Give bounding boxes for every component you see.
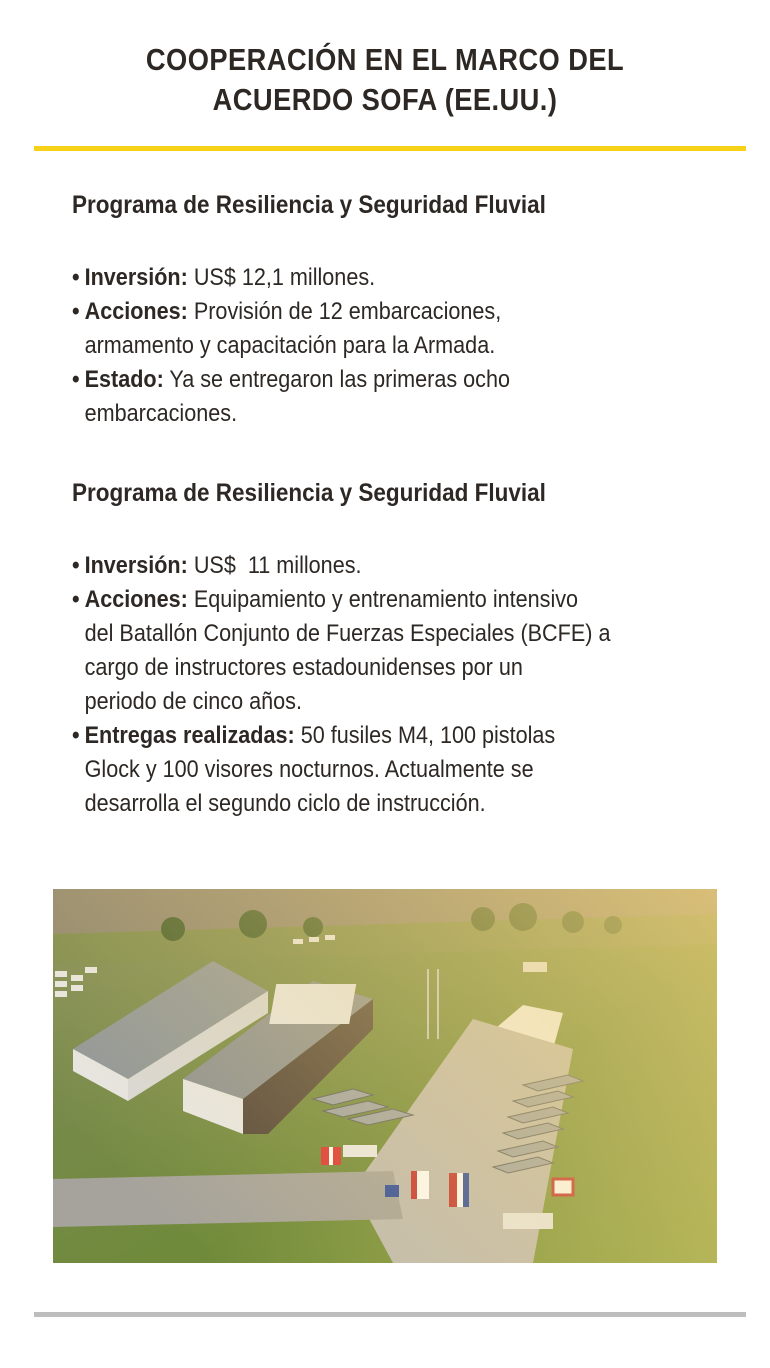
section-heading: Programa de Resiliencia y Seguridad Fluvial xyxy=(72,191,546,219)
bullet-dot-icon: • xyxy=(72,586,80,613)
bullet-label: Acciones: xyxy=(84,586,188,613)
bullet-dot-icon: • xyxy=(72,264,80,291)
page-title xyxy=(46,40,724,120)
aerial-photo-illustration xyxy=(53,889,717,1263)
bullet-text: Equipamiento y entrenamiento intensivo xyxy=(193,586,579,613)
title-line-1: COOPERACIÓN EN EL MARCO DEL xyxy=(145,42,625,77)
bullet-text: Glock y 100 visores nocturnos. Actualmente se xyxy=(84,756,534,783)
bullet-item-inversion xyxy=(72,549,706,583)
bullet-label: Estado: xyxy=(84,366,164,393)
bullet-list xyxy=(72,549,712,821)
title-divider xyxy=(34,146,746,151)
bullet-text: cargo de instructores estadounidenses por un xyxy=(84,654,523,681)
bullet-label: Inversión: xyxy=(84,264,188,291)
bullet-text: embarcaciones. xyxy=(84,400,238,427)
title-line-2: ACUERDO SOFA (EE.UU.) xyxy=(212,82,558,117)
aerial-photo xyxy=(53,889,717,1263)
bullet-dot-icon: • xyxy=(72,366,80,393)
bullet-text: Ya se entregaron las primeras ocho xyxy=(169,366,511,393)
bullet-label: Acciones: xyxy=(84,298,188,325)
bullet-text: US$ 12,1 millones. xyxy=(193,264,376,291)
section-heading: Programa de Resiliencia y Seguridad Fluvial xyxy=(72,479,546,507)
bullet-dot-icon: • xyxy=(72,298,80,325)
bullet-dot-icon: • xyxy=(72,722,80,749)
bullet-list xyxy=(72,261,712,431)
footer-divider xyxy=(34,1312,746,1317)
bullet-item-inversion xyxy=(72,261,706,295)
bullet-text: Provisión de 12 embarcaciones, xyxy=(193,298,502,325)
bullet-text: del Batallón Conjunto de Fuerzas Especiales (BCFE) a xyxy=(84,620,611,647)
bullet-item-acciones xyxy=(72,583,706,719)
bullet-text: 50 fusiles M4, 100 pistolas xyxy=(300,722,556,749)
bullet-item-estado xyxy=(72,363,706,431)
bullet-text: armamento y capacitación para la Armada. xyxy=(84,332,496,359)
bullet-dot-icon: • xyxy=(72,552,80,579)
bullet-label: Entregas realizadas: xyxy=(84,722,295,749)
bullet-text: desarrolla el segundo ciclo de instrucción. xyxy=(84,790,486,817)
section-2 xyxy=(72,478,712,821)
section-1 xyxy=(72,190,712,431)
bullet-label: Inversión: xyxy=(84,552,188,579)
bullet-text: US$ 11 millones. xyxy=(193,552,362,579)
bullet-item-acciones xyxy=(72,295,706,363)
bullet-item-entregas xyxy=(72,719,706,821)
bullet-text: periodo de cinco años. xyxy=(84,688,302,715)
